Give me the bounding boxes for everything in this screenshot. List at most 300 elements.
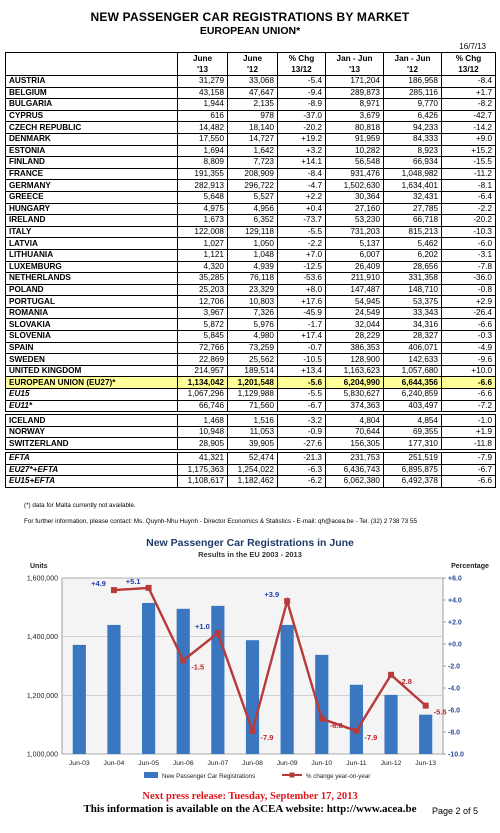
- table-cell: 978: [228, 110, 278, 122]
- table-cell: 403,497: [384, 400, 442, 412]
- table-header-blank: [6, 53, 178, 65]
- y2-tick-label: +4.0: [448, 597, 462, 605]
- page-title: NEW PASSENGER CAR REGISTRATIONS BY MARKET: [90, 10, 410, 24]
- y2-tick-label: +0.0: [448, 641, 462, 649]
- table-cell: 374,363: [326, 400, 384, 412]
- table-cell: +10.0: [442, 365, 496, 377]
- table-cell: 1,050: [228, 238, 278, 250]
- table-cell: 66,718: [384, 215, 442, 227]
- market-name: ICELAND: [6, 415, 178, 427]
- table-header-cell: June: [178, 53, 228, 65]
- line-marker: [284, 598, 290, 604]
- table-row: [6, 203, 496, 215]
- table-cell: 6,062,380: [326, 476, 384, 488]
- x-tick-label: Jun-11: [346, 760, 367, 767]
- table-cell: +1.9: [442, 426, 496, 438]
- y2-tick-label: -10.0: [448, 751, 464, 759]
- next-press-release: Next press release: Tuesday, September 17, 2013: [142, 791, 358, 802]
- table-cell: 1,694: [178, 145, 228, 157]
- table-cell: 1,944: [178, 99, 228, 111]
- table-cell: +14.1: [278, 157, 326, 169]
- bar: [107, 625, 120, 754]
- table-cell: -36.0: [442, 273, 496, 285]
- table-cell: -5.5: [278, 389, 326, 401]
- page-subtitle: EUROPEAN UNION*: [199, 25, 301, 37]
- table-cell: 6,492,378: [384, 476, 442, 488]
- table-header-cell: 13/12: [278, 64, 326, 76]
- table-cell: 6,204,990: [326, 377, 384, 389]
- table-cell: 2,135: [228, 99, 278, 111]
- market-name: GREECE: [6, 191, 178, 203]
- table-cell: 1,201,548: [228, 377, 278, 389]
- table-header-cell: 13/12: [442, 64, 496, 76]
- table-cell: +9.0: [442, 133, 496, 145]
- page-number: Page 2 of 5: [431, 806, 478, 816]
- table-row: [6, 365, 496, 377]
- bar: [142, 603, 155, 754]
- table-header-row: [6, 64, 496, 76]
- table-cell: 208,909: [228, 168, 278, 180]
- table-cell: -2.2: [442, 203, 496, 215]
- table-cell: 76,118: [228, 273, 278, 285]
- x-tick-label: Jun-13: [415, 760, 437, 767]
- line-marker: [146, 585, 152, 591]
- table-cell: 8,923: [384, 145, 442, 157]
- table-row: [6, 168, 496, 180]
- table-cell: 52,474: [228, 453, 278, 465]
- table-cell: 72,766: [178, 342, 228, 354]
- table-cell: 54,945: [326, 296, 384, 308]
- market-name: EUROPEAN UNION (EU27)*: [6, 377, 178, 389]
- table-cell: 35,285: [178, 273, 228, 285]
- table-header-cell: Jan - Jun: [326, 53, 384, 65]
- table-cell: 931,476: [326, 168, 384, 180]
- table-row: [6, 157, 496, 169]
- chart-subtitle: Results in the EU 2003 - 2013: [198, 550, 302, 559]
- table-cell: 25,203: [178, 284, 228, 296]
- table-cell: -26.4: [442, 307, 496, 319]
- table-cell: 4,854: [384, 415, 442, 427]
- table-cell: -8.4: [278, 168, 326, 180]
- table-cell: 73,259: [228, 342, 278, 354]
- table-cell: -9.6: [442, 354, 496, 366]
- market-name: ITALY: [6, 226, 178, 238]
- table-cell: 5,462: [384, 238, 442, 250]
- table-row: [6, 389, 496, 401]
- table-cell: -6.7: [442, 464, 496, 476]
- table-cell: 3,967: [178, 307, 228, 319]
- line-marker: [423, 703, 429, 709]
- x-tick-label: Jun-07: [207, 760, 229, 767]
- market-name: NORWAY: [6, 426, 178, 438]
- table-cell: 4,980: [228, 331, 278, 343]
- table-row: [6, 87, 496, 99]
- table-cell: 24,549: [326, 307, 384, 319]
- x-tick-label: Jun-06: [172, 760, 194, 767]
- table-cell: 731,203: [326, 226, 384, 238]
- market-name: FRANCE: [6, 168, 178, 180]
- y2-tick-label: +6.0: [448, 575, 462, 583]
- table-cell: 1,048,982: [384, 168, 442, 180]
- market-name: EU15: [6, 389, 178, 401]
- table-cell: -8.1: [442, 180, 496, 192]
- table-cell: +3.2: [278, 145, 326, 157]
- line-data-label: -7.9: [364, 732, 378, 742]
- x-tick-label: Jun-04: [103, 760, 125, 767]
- line-data-label: +3.9: [264, 590, 280, 600]
- table-cell: 53,375: [384, 296, 442, 308]
- market-name: BULGARIA: [6, 99, 178, 111]
- market-name: SWITZERLAND: [6, 438, 178, 450]
- table-cell: 8,809: [178, 157, 228, 169]
- table-cell: -4.9: [442, 342, 496, 354]
- table-cell: +2.2: [278, 191, 326, 203]
- bar: [211, 606, 224, 754]
- table-cell: 122,008: [178, 226, 228, 238]
- table-cell: 6,426: [384, 110, 442, 122]
- line-data-label: +1.0: [195, 622, 210, 631]
- table-cell: 1,673: [178, 215, 228, 227]
- table-row: [6, 319, 496, 331]
- market-name: LUXEMBURG: [6, 261, 178, 273]
- table-row: [6, 296, 496, 308]
- table-cell: 1,048: [228, 249, 278, 261]
- table-cell: 1,121: [178, 249, 228, 261]
- table-cell: -0.9: [278, 426, 326, 438]
- table-cell: 1,129,988: [228, 389, 278, 401]
- table-cell: -5.6: [278, 377, 326, 389]
- y-tick-label: 1,600,000: [26, 575, 58, 583]
- table-cell: -14.2: [442, 122, 496, 134]
- table-cell: 171,204: [326, 76, 384, 88]
- table-cell: 41,321: [178, 453, 228, 465]
- table-cell: 815,213: [384, 226, 442, 238]
- table-row: [6, 438, 496, 450]
- table-row: [6, 415, 496, 427]
- table-cell: -10.5: [278, 354, 326, 366]
- table-cell: -10.3: [442, 226, 496, 238]
- table-row: [6, 284, 496, 296]
- table-row: [6, 476, 496, 488]
- table-cell: -6.0: [442, 238, 496, 250]
- table-cell: 47,647: [228, 87, 278, 99]
- table-cell: -5.5: [278, 226, 326, 238]
- table-cell: -0.8: [442, 284, 496, 296]
- table-cell: 1,634,401: [384, 180, 442, 192]
- table-cell: -3.1: [442, 249, 496, 261]
- table-cell: -8.2: [442, 99, 496, 111]
- table-cell: 10,948: [178, 426, 228, 438]
- table-cell: 80,818: [326, 122, 384, 134]
- table-row: [6, 76, 496, 88]
- bar: [177, 609, 190, 754]
- table-row: [6, 400, 496, 412]
- market-name: CYPRUS: [6, 110, 178, 122]
- table-cell: 386,353: [326, 342, 384, 354]
- table-cell: 331,358: [384, 273, 442, 285]
- table-cell: 211,910: [326, 273, 384, 285]
- table-cell: 26,409: [326, 261, 384, 273]
- table-cell: 5,830,627: [326, 389, 384, 401]
- table-cell: 25,562: [228, 354, 278, 366]
- table-cell: -6.4: [442, 191, 496, 203]
- table-row: [6, 377, 496, 389]
- table-cell: 31,279: [178, 76, 228, 88]
- y2-tick-label: -4.0: [448, 685, 461, 693]
- table-cell: -8.9: [278, 99, 326, 111]
- table-row: [6, 261, 496, 273]
- table-cell: 1,516: [228, 415, 278, 427]
- x-tick-label: Jun-12: [380, 760, 402, 767]
- y2-tick-label: -8.0: [448, 729, 461, 737]
- table-cell: 70,644: [326, 426, 384, 438]
- table-cell: 1,067,296: [178, 389, 228, 401]
- x-tick-label: Jun-03: [68, 760, 90, 767]
- table-cell: -45.9: [278, 307, 326, 319]
- table-cell: 147,487: [326, 284, 384, 296]
- table-cell: 1,468: [178, 415, 228, 427]
- table-cell: -6.6: [442, 389, 496, 401]
- x-tick-label: Jun-05: [138, 760, 159, 767]
- table-cell: 1,254,022: [228, 464, 278, 476]
- table-cell: 6,240,859: [384, 389, 442, 401]
- line-marker: [250, 728, 256, 734]
- table-row: [6, 426, 496, 438]
- table-cell: 32,044: [326, 319, 384, 331]
- table-cell: 156,305: [326, 438, 384, 450]
- table-cell: +0.4: [278, 203, 326, 215]
- table-cell: +17.6: [278, 296, 326, 308]
- table-cell: 28,656: [384, 261, 442, 273]
- line-marker: [353, 728, 359, 734]
- x-tick-label: Jun-09: [276, 760, 298, 767]
- table-cell: 142,633: [384, 354, 442, 366]
- table-cell: 231,753: [326, 453, 384, 465]
- table-cell: -73.7: [278, 215, 326, 227]
- table-row: [6, 453, 496, 465]
- bar: [73, 645, 86, 754]
- y2-tick-label: -6.0: [448, 707, 461, 715]
- table-cell: 296,722: [228, 180, 278, 192]
- table-cell: 39,905: [228, 438, 278, 450]
- bar: [384, 695, 397, 754]
- table-cell: 5,648: [178, 191, 228, 203]
- table-cell: 186,958: [384, 76, 442, 88]
- table-cell: 91,959: [326, 133, 384, 145]
- table-cell: -6.7: [278, 400, 326, 412]
- table-cell: 289,873: [326, 87, 384, 99]
- table-cell: 94,233: [384, 122, 442, 134]
- report-date: 16/7/13: [459, 42, 486, 51]
- table-cell: -21.3: [278, 453, 326, 465]
- line-marker: [388, 672, 394, 678]
- footnote: (*) data for Malta currently not available.: [24, 502, 136, 509]
- y-tick-label: 1,200,000: [26, 692, 58, 700]
- bar: [281, 625, 294, 754]
- table-row: [6, 122, 496, 134]
- table-header-row: [6, 53, 496, 65]
- chart-title: New Passenger Car Registrations in June: [146, 537, 354, 549]
- table-header-cell: '13: [326, 64, 384, 76]
- table-cell: 3,679: [326, 110, 384, 122]
- table-cell: -6.6: [442, 319, 496, 331]
- y2-axis-label: Percentage: [451, 563, 489, 570]
- table-cell: 251,519: [384, 453, 442, 465]
- table-cell: -1.0: [442, 415, 496, 427]
- bar: [246, 640, 259, 754]
- table-cell: 128,900: [326, 354, 384, 366]
- table-cell: -53.6: [278, 273, 326, 285]
- table-cell: 23,329: [228, 284, 278, 296]
- table-cell: -11.2: [442, 168, 496, 180]
- table-cell: 53,230: [326, 215, 384, 227]
- market-name: GERMANY: [6, 180, 178, 192]
- table-cell: 33,068: [228, 76, 278, 88]
- table-row: [6, 331, 496, 343]
- table-cell: +1.7: [442, 87, 496, 99]
- table-cell: -20.2: [278, 122, 326, 134]
- table-cell: 66,934: [384, 157, 442, 169]
- table-cell: 4,320: [178, 261, 228, 273]
- market-name: SLOVAKIA: [6, 319, 178, 331]
- y2-tick-label: -2.0: [448, 663, 461, 671]
- table-cell: 1,182,462: [228, 476, 278, 488]
- table-cell: 30,364: [326, 191, 384, 203]
- table-cell: -1.7: [278, 319, 326, 331]
- market-name: POLAND: [6, 284, 178, 296]
- y-tick-label: 1,000,000: [26, 751, 58, 759]
- registrations-table: [5, 52, 496, 488]
- table-cell: +15.2: [442, 145, 496, 157]
- table-row: [6, 99, 496, 111]
- table-cell: 1,642: [228, 145, 278, 157]
- table-row: [6, 110, 496, 122]
- table-cell: 5,976: [228, 319, 278, 331]
- table-cell: -12.5: [278, 261, 326, 273]
- table-row: [6, 191, 496, 203]
- market-name: EU27*+EFTA: [6, 464, 178, 476]
- table-cell: 1,134,042: [178, 377, 228, 389]
- registrations-chart: [0, 530, 500, 792]
- table-row: [6, 464, 496, 476]
- table-row: [6, 273, 496, 285]
- market-name: LATVIA: [6, 238, 178, 250]
- market-name: ROMANIA: [6, 307, 178, 319]
- market-name: DENMARK: [6, 133, 178, 145]
- table-cell: +19.2: [278, 133, 326, 145]
- legend-bar-label: New Passenger Car Registrations: [162, 773, 256, 780]
- table-cell: 28,905: [178, 438, 228, 450]
- table-cell: 18,140: [228, 122, 278, 134]
- table-cell: 148,710: [384, 284, 442, 296]
- table-row: [6, 226, 496, 238]
- table-cell: 69,355: [384, 426, 442, 438]
- table-cell: 214,957: [178, 365, 228, 377]
- market-name: AUSTRIA: [6, 76, 178, 88]
- table-cell: 1,057,680: [384, 365, 442, 377]
- table-cell: 5,137: [326, 238, 384, 250]
- x-tick-label: Jun-08: [242, 760, 263, 767]
- market-name: SLOVENIA: [6, 331, 178, 343]
- table-cell: 1,163,623: [326, 365, 384, 377]
- legend-line-label: % change year-on-year: [306, 773, 371, 780]
- table-cell: 5,845: [178, 331, 228, 343]
- table-row: [6, 215, 496, 227]
- market-name: SPAIN: [6, 342, 178, 354]
- table-cell: 6,895,875: [384, 464, 442, 476]
- table-cell: 6,007: [326, 249, 384, 261]
- table-cell: 32,431: [384, 191, 442, 203]
- x-tick-label: Jun-10: [311, 760, 333, 767]
- table-header-cell: June: [228, 53, 278, 65]
- table-cell: 4,804: [326, 415, 384, 427]
- market-name: ESTONIA: [6, 145, 178, 157]
- table-header-blank: [6, 64, 178, 76]
- market-name: IRELAND: [6, 215, 178, 227]
- table-cell: 84,333: [384, 133, 442, 145]
- market-name: HUNGARY: [6, 203, 178, 215]
- table-cell: 33,343: [384, 307, 442, 319]
- table-row: [6, 145, 496, 157]
- table-cell: +17.4: [278, 331, 326, 343]
- table-row: [6, 307, 496, 319]
- table-cell: -7.8: [442, 261, 496, 273]
- table-header-cell: '12: [384, 64, 442, 76]
- bar: [350, 685, 363, 754]
- table-cell: 129,118: [228, 226, 278, 238]
- table-row: [6, 180, 496, 192]
- legend-line-marker: [290, 773, 295, 778]
- market-name: LITHUANIA: [6, 249, 178, 261]
- table-cell: 5,527: [228, 191, 278, 203]
- table-header-cell: '13: [178, 64, 228, 76]
- market-name: EU15+EFTA: [6, 476, 178, 488]
- table-cell: -5.4: [278, 76, 326, 88]
- line-data-label: -2.8: [399, 676, 412, 686]
- table-cell: 27,785: [384, 203, 442, 215]
- table-cell: -0.7: [278, 342, 326, 354]
- table-cell: -6.6: [442, 377, 496, 389]
- table-cell: 6,436,743: [326, 464, 384, 476]
- bar: [419, 715, 432, 754]
- table-cell: -37.0: [278, 110, 326, 122]
- table-cell: -9.4: [278, 87, 326, 99]
- line-data-label: +5.1: [125, 576, 141, 586]
- table-cell: -0.3: [442, 331, 496, 343]
- table-cell: 10,803: [228, 296, 278, 308]
- market-name: BELGIUM: [6, 87, 178, 99]
- table-header-cell: Jan - Jun: [384, 53, 442, 65]
- table-cell: 4,956: [228, 203, 278, 215]
- table-cell: 191,355: [178, 168, 228, 180]
- table-cell: 6,202: [384, 249, 442, 261]
- table-cell: 1,027: [178, 238, 228, 250]
- table-cell: 616: [178, 110, 228, 122]
- table-cell: 1,502,630: [326, 180, 384, 192]
- table-cell: -42.7: [442, 110, 496, 122]
- table-row: [6, 354, 496, 366]
- line-marker: [111, 587, 117, 593]
- table-cell: -6.3: [278, 464, 326, 476]
- table-cell: -6.6: [442, 476, 496, 488]
- table-cell: 406,071: [384, 342, 442, 354]
- table-cell: 5,872: [178, 319, 228, 331]
- table-cell: -11.8: [442, 438, 496, 450]
- market-name: CZECH REPUBLIC: [6, 122, 178, 134]
- table-cell: 28,327: [384, 331, 442, 343]
- line-marker: [319, 716, 325, 722]
- website-info: This information is available on the ACEA website: http://www.acea.be: [83, 803, 417, 815]
